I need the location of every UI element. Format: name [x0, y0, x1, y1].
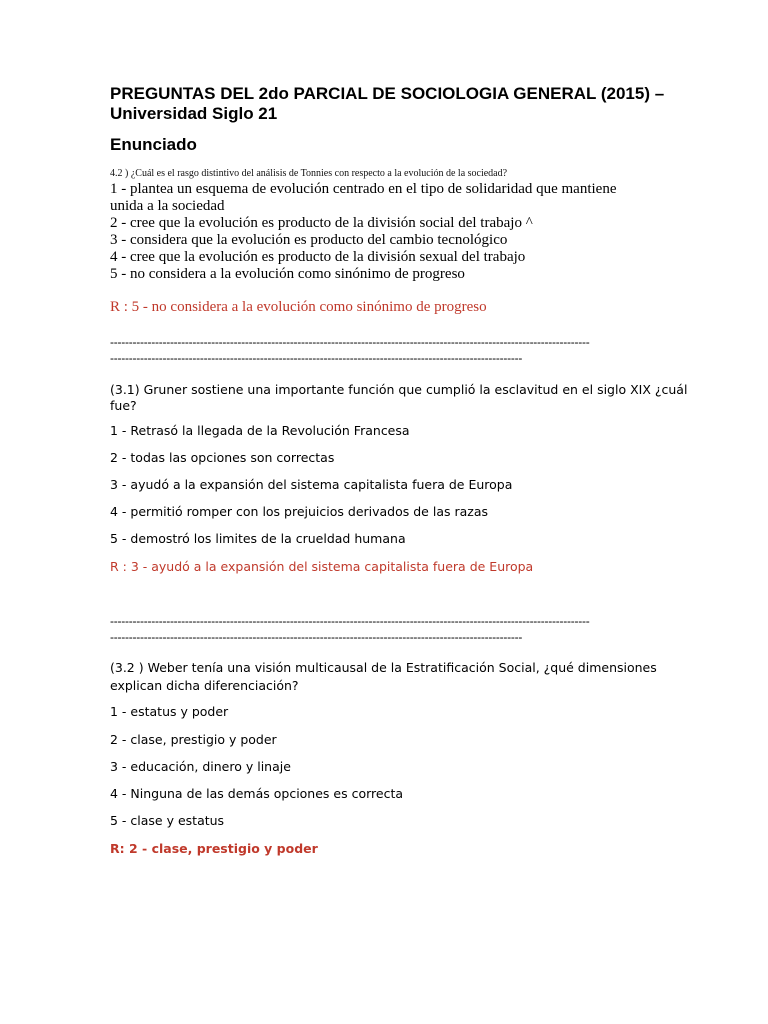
q3-answer: R: 2 - clase, prestigio y poder: [110, 841, 318, 856]
section-heading: Enunciado: [110, 135, 197, 154]
q2-option-3: 3 - ayudó a la expansión del sistema capitalista fuera de Europa: [110, 477, 513, 492]
separator-2-line-2: --------------------------------------------------------------------------------------------------------------: [110, 630, 523, 644]
question-3-2-line-2: explican dicha diferenciación?: [110, 678, 299, 693]
q3-option-5: 5 - clase y estatus: [110, 813, 225, 828]
q2-option-5: 5 - demostró los limites de la crueldad humana: [110, 531, 406, 546]
q1-option-4: 4 - cree que la evolución es producto de la división sexual del trabajo: [110, 249, 526, 265]
q3-option-3: 3 - educación, dinero y linaje: [110, 759, 291, 774]
q2-option-4: 4 - permitió romper con los prejuicios derivados de las razas: [110, 504, 488, 519]
q2-answer: R : 3 - ayudó a la expansión del sistema capitalista fuera de Europa: [110, 559, 534, 574]
q3-option-4: 4 - Ninguna de las demás opciones es correcta: [110, 786, 404, 801]
question-3-2-line-1: (3.2 ) Weber tenía una visión multicausal de la Estratificación Social, ¿qué dimensiones: [110, 660, 657, 675]
q1-option-1-line-2: unida a la sociedad: [110, 198, 225, 214]
separator-2-line-1: --------------------------------------------------------------------------------------------------------------------------------: [110, 614, 590, 628]
q2-option-1: 1 - Retrasó la llegada de la Revolución Francesa: [110, 423, 410, 438]
q1-option-1-line-1: 1 - plantea un esquema de evolución centrado en el tipo de solidaridad que mantiene: [110, 181, 617, 197]
question-4-2: 4.2 ) ¿Cuál es el rasgo distintivo del análisis de Tonnies con respecto a la evolución de la sociedad?: [110, 168, 508, 179]
question-3-1-line-2: fue?: [110, 398, 137, 413]
q3-option-1: 1 - estatus y poder: [110, 704, 229, 719]
q1-option-2: 2 - cree que la evolución es producto de la división social del trabajo ^: [110, 215, 533, 231]
q1-option-3: 3 - considera que la evolución es producto del cambio tecnológico: [110, 232, 508, 248]
separator-1-line-2: --------------------------------------------------------------------------------------------------------------: [110, 351, 523, 365]
separator-1-line-1: --------------------------------------------------------------------------------------------------------------------------------: [110, 335, 590, 349]
document-title-line-2: Universidad Siglo 21: [110, 104, 278, 123]
q1-answer: R : 5 - no considera a la evolución como sinónimo de progreso: [110, 299, 487, 315]
q3-option-2: 2 - clase, prestigio y poder: [110, 732, 277, 747]
q2-option-2: 2 - todas las opciones son correctas: [110, 450, 335, 465]
document-title-line-1: PREGUNTAS DEL 2do PARCIAL DE SOCIOLOGIA GENERAL (2015) –: [110, 84, 665, 103]
q1-option-5: 5 - no considera a la evolución como sinónimo de progreso: [110, 266, 465, 282]
question-3-1-line-1: (3.1) Gruner sostiene una importante función que cumplió la esclavitud en el siglo XIX ¿cuál: [110, 382, 688, 397]
